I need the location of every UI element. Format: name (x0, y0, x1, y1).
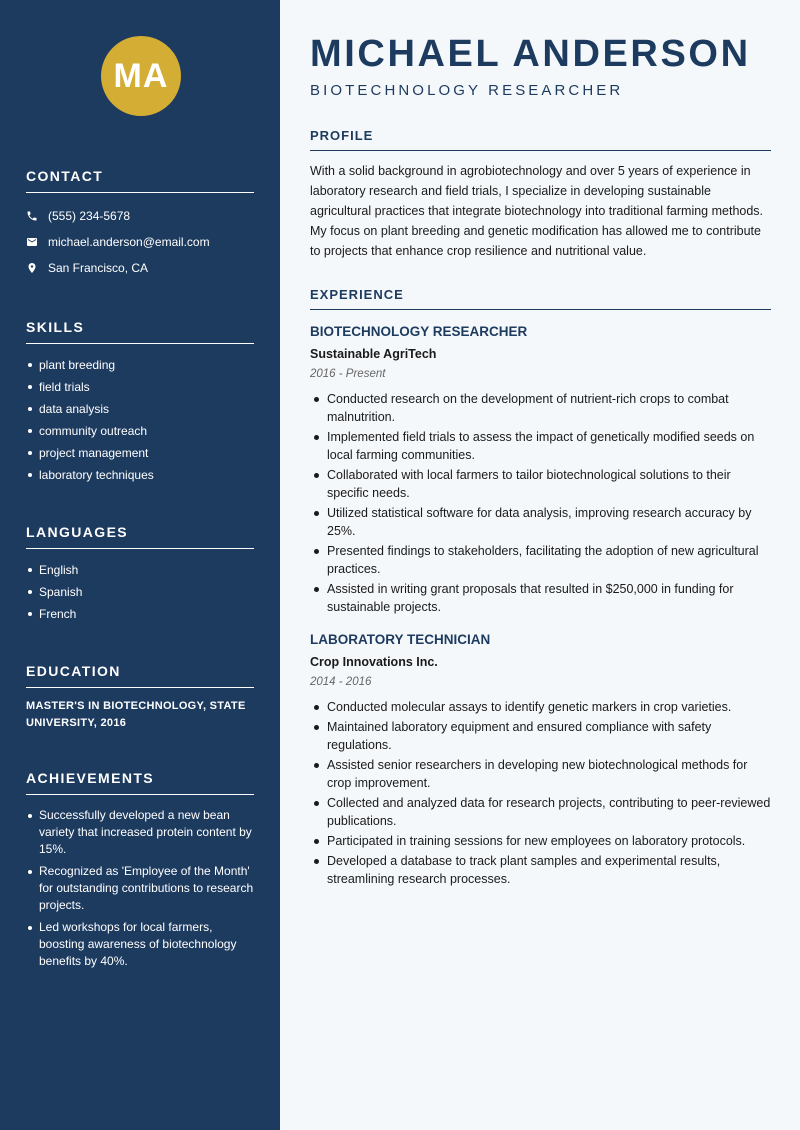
job-bullet: Assisted in writing grant proposals that resulted in $250,000 in funding for sustainable projects. (310, 580, 771, 616)
job-bullet: Developed a database to track plant samples and experimental results, streamlining research processes. (310, 852, 771, 888)
job-title: LABORATORY TECHNICIAN (310, 632, 491, 647)
job-bullet: Assisted senior researchers in developing new biotechnological methods for crop improvement. (310, 756, 771, 792)
job-bullet: Implemented field trials to assess the impact of genetically modified seeds on local farming communities. (310, 428, 771, 464)
job-entry (310, 630, 771, 888)
achievement-item: Led workshops for local farmers, boosting awareness of biotechnology benefits by 40%. (26, 919, 254, 970)
candidate-name: MICHAEL ANDERSON (310, 33, 751, 75)
achievements-heading: ACHIEVEMENTS (26, 770, 254, 795)
job-bullets (310, 698, 771, 888)
job-entry (310, 322, 771, 616)
skills-heading: SKILLS (26, 319, 254, 344)
job-bullet: Collected and analyzed data for research projects, contributing to peer-reviewed publications. (310, 794, 771, 830)
profile-text: With a solid background in agrobiotechnology and over 5 years of experience in laboratory research and field trials, I specialize in developing sustainable agricultural practices that integrate biotechnology into traditional farming methods. My focus on plant breeding and genetic modification has allowed me to contribute to projects that enhance crop resilience and nutritional value. (310, 164, 764, 258)
skill-item: project management (26, 442, 254, 464)
job-dates: 2014 - 2016 (310, 676, 372, 688)
skill-item: field trials (26, 376, 254, 398)
job-bullet: Collaborated with local farmers to tailor biotechnological solutions to their specific needs. (310, 466, 771, 502)
job-bullets (310, 390, 771, 616)
avatar: MA (101, 36, 181, 116)
skill-item: plant breeding (26, 354, 254, 376)
job-company: Sustainable AgriTech (310, 347, 437, 361)
achievements-list (26, 807, 254, 970)
job-title: BIOTECHNOLOGY RESEARCHER (310, 324, 528, 339)
skills-list (26, 354, 254, 486)
skill-item: community outreach (26, 420, 254, 442)
education-entry: MASTER'S IN BIOTECHNOLOGY, STATE UNIVERSITY, 2016 (26, 700, 246, 729)
job-dates: 2016 - Present (310, 368, 386, 380)
email-text: michael.anderson@email.com (48, 235, 210, 249)
job-bullet: Conducted molecular assays to identify genetic markers in crop varieties. (310, 698, 771, 716)
skill-item: data analysis (26, 398, 254, 420)
language-item: English (26, 559, 254, 581)
sidebar (0, 0, 280, 1130)
job-bullet: Participated in training sessions for new employees on laboratory protocols. (310, 832, 771, 850)
contact-location (26, 255, 254, 281)
languages-heading: LANGUAGES (26, 524, 254, 549)
job-bullet: Maintained laboratory equipment and ensured compliance with safety regulations. (310, 718, 771, 754)
language-item: Spanish (26, 581, 254, 603)
education-heading: EDUCATION (26, 663, 254, 688)
achievement-item: Recognized as 'Employee of the Month' for outstanding contributions to research projects. (26, 863, 254, 914)
job-bullet: Utilized statistical software for data analysis, improving research accuracy by 25%. (310, 504, 771, 540)
contact-list (26, 203, 254, 281)
candidate-role: BIOTECHNOLOGY RESEARCHER (310, 82, 624, 99)
job-bullet: Presented findings to stakeholders, facilitating the adoption of new agricultural practices. (310, 542, 771, 578)
language-item: French (26, 603, 254, 625)
contact-heading: CONTACT (26, 168, 254, 193)
experience-heading: EXPERIENCE (310, 287, 771, 310)
achievement-item: Successfully developed a new bean variety that increased protein content by 15%. (26, 807, 254, 858)
profile-heading: PROFILE (310, 128, 771, 151)
job-company: Crop Innovations Inc. (310, 655, 438, 669)
phone-icon (26, 210, 48, 222)
languages-list (26, 559, 254, 625)
contact-phone (26, 203, 254, 229)
location-text: San Francisco, CA (48, 261, 149, 275)
contact-email (26, 229, 254, 255)
location-pin-icon (26, 262, 48, 274)
main-content (310, 0, 771, 890)
skill-item: laboratory techniques (26, 464, 254, 486)
mail-icon (26, 236, 48, 248)
phone-text: (555) 234-5678 (48, 209, 131, 223)
job-bullet: Conducted research on the development of nutrient-rich crops to combat malnutrition. (310, 390, 771, 426)
